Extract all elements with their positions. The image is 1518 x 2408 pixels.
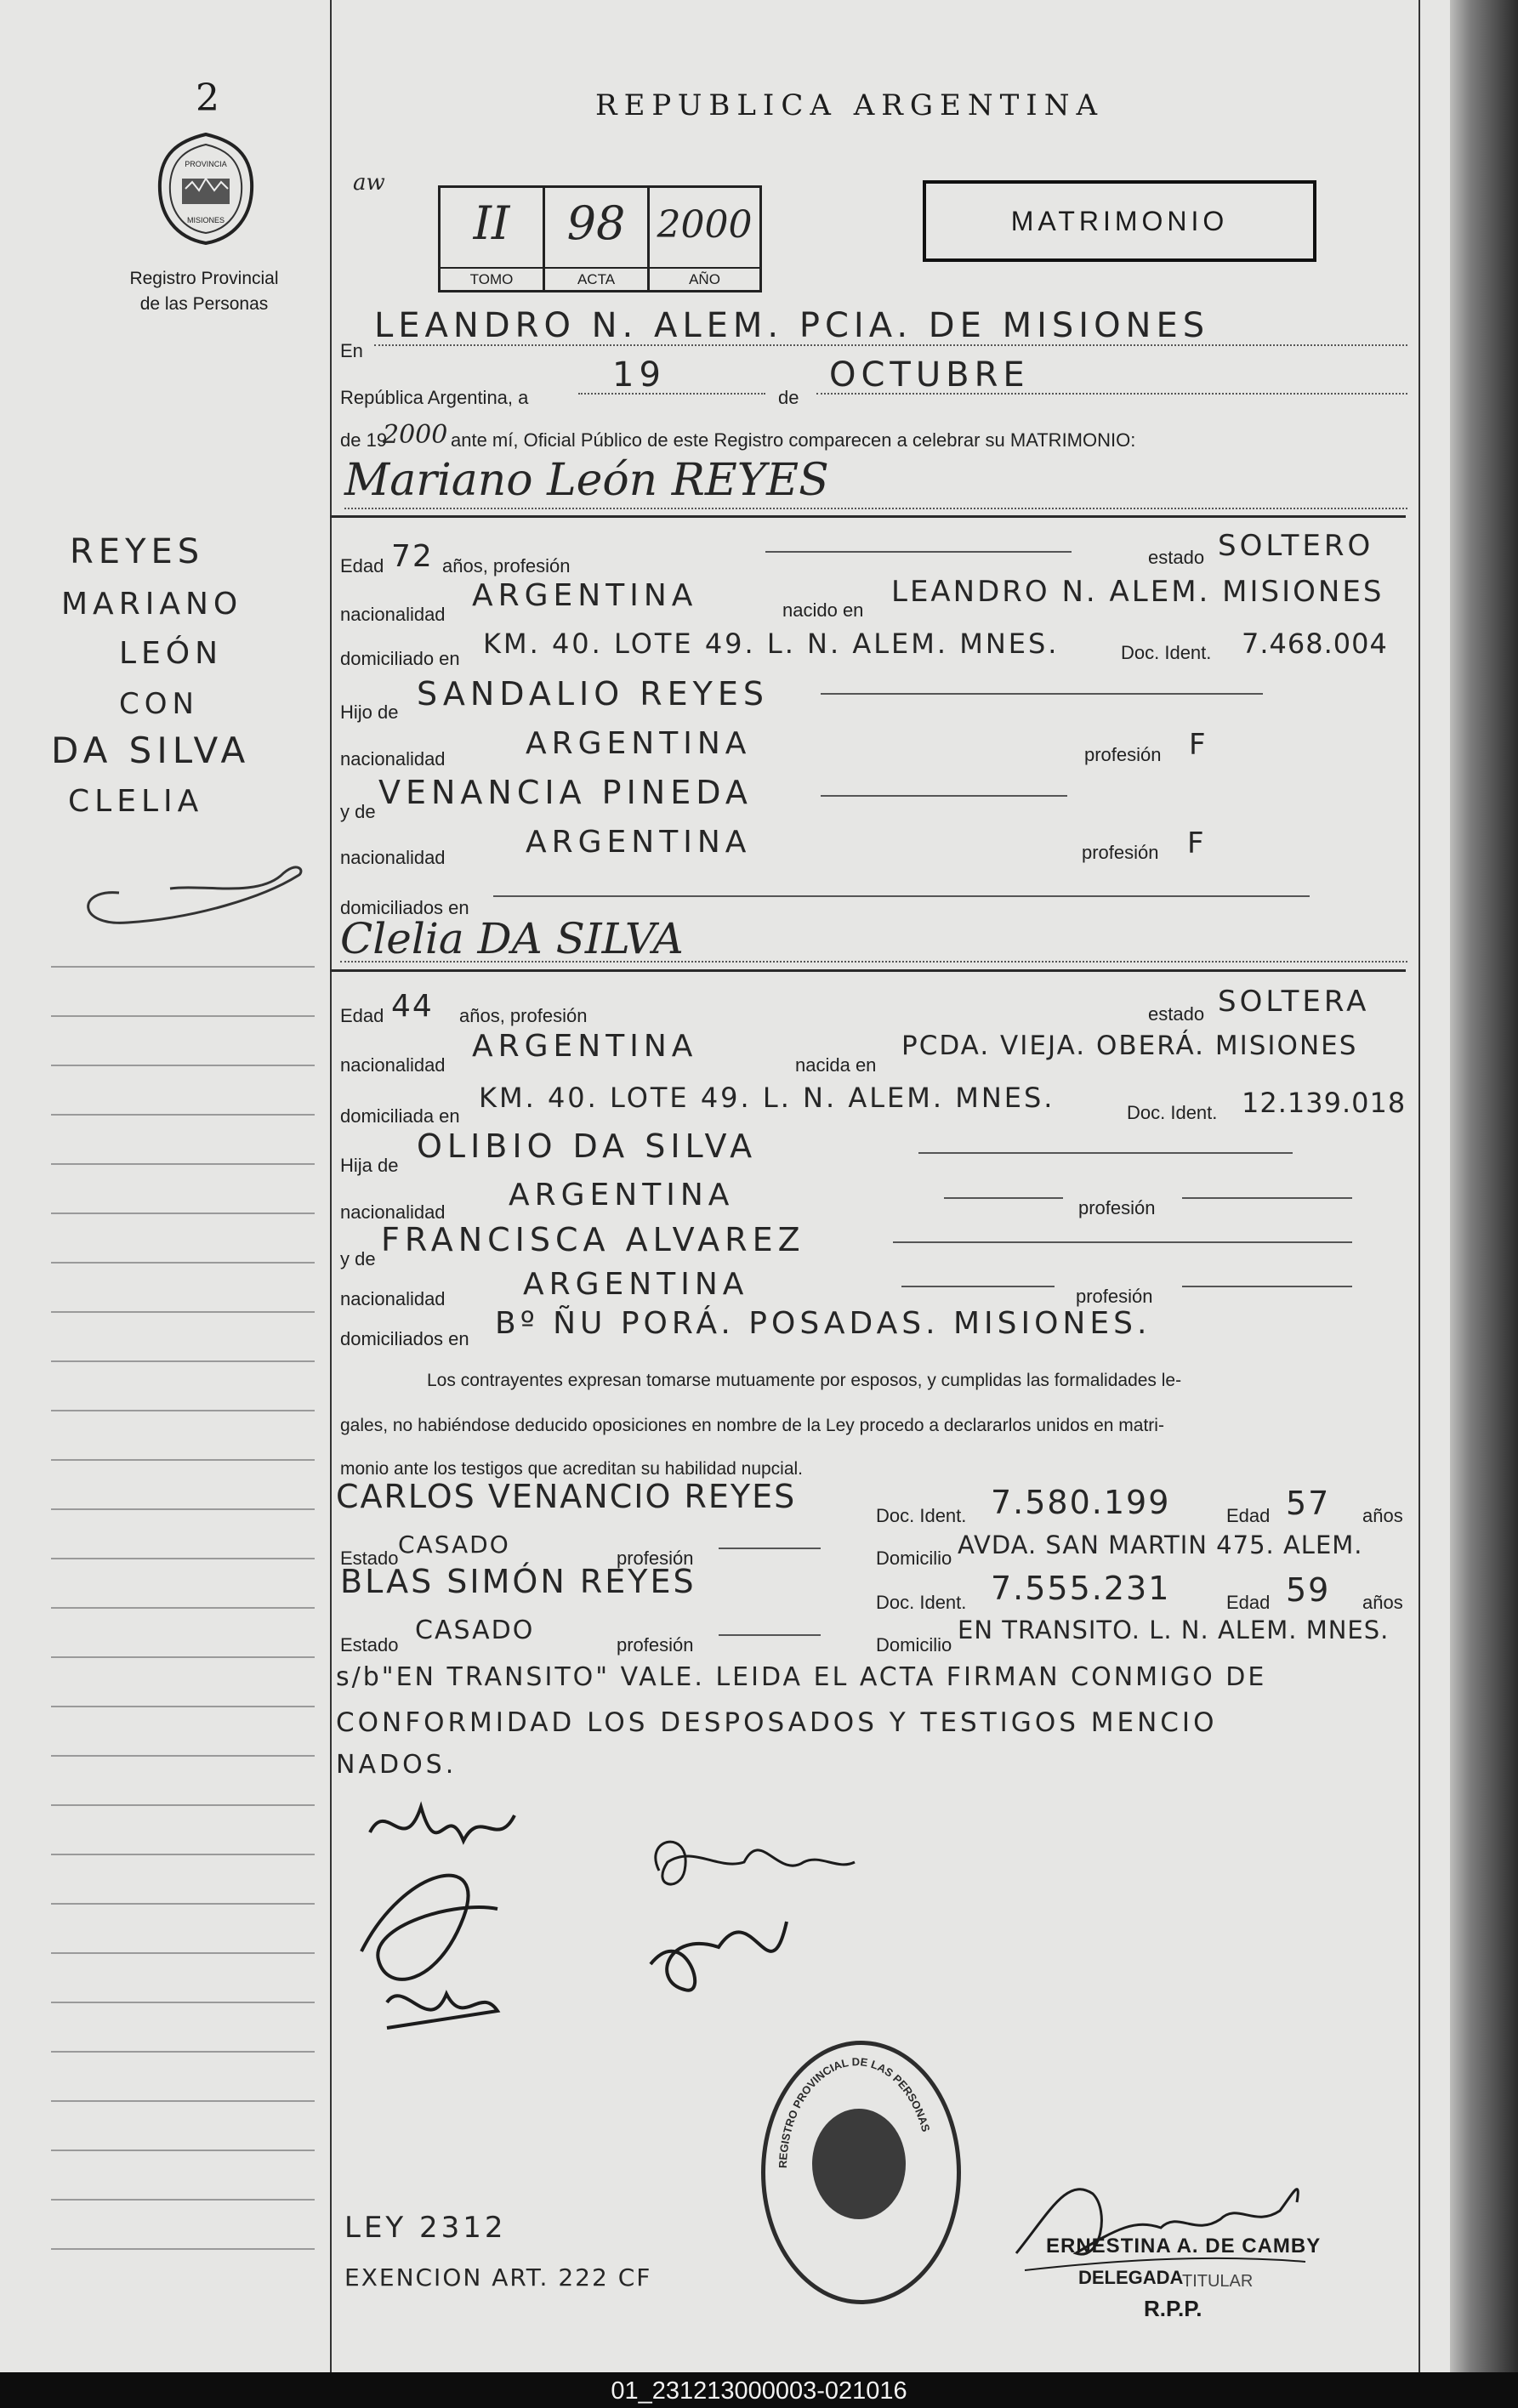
groom-padre-nac-label: nacionalidad	[340, 748, 446, 770]
witness2-anos-label: años	[1362, 1592, 1403, 1613]
intro-statement: ante mí, Oficial Público de este Registro comparecen a celebrar su MATRIMONIO:	[451, 429, 1136, 451]
groom-padre-prof: F	[1189, 728, 1211, 762]
declaration-line3: monio ante los testigos que acreditan su habilidad nupcial.	[340, 1459, 804, 1479]
record-index-box	[438, 185, 762, 292]
bride-doc: 12.139.018	[1242, 1087, 1407, 1119]
groom-profesion-label: años, profesión	[442, 555, 571, 576]
witness1-domicilio: AVDA. SAN MARTIN 475. ALEM.	[958, 1531, 1363, 1559]
act-type-box: MATRIMONIO	[923, 180, 1316, 262]
place: LEANDRO N. ALEM. PCIA. DE MISIONES	[374, 306, 1210, 345]
seal-ring-icon	[761, 2041, 952, 2296]
groom-doc: 7.468.004	[1242, 628, 1388, 660]
bride-yde-label: y de	[340, 1248, 376, 1269]
margin-surname: REYES	[70, 532, 205, 571]
svg-text:REGISTRO PROVINCIAL DE LAS PER	[776, 2055, 933, 2168]
right-border	[1419, 0, 1420, 2372]
groom-nacionalidad: ARGENTINA	[472, 578, 698, 613]
official-name: ERNESTINA A. DE CAMBY	[1046, 2235, 1322, 2258]
groom-nac-label: nacionalidad	[340, 604, 446, 625]
witness2-domicilio: EN TRANSITO. L. N. ALEM. MNES.	[958, 1616, 1390, 1644]
groom-nacido-label: nacido en	[782, 599, 864, 621]
bride-domicilio: KM. 40. LOTE 49. L. N. ALEM. MNES.	[479, 1082, 1055, 1114]
witness2-doc: 7.555.231	[991, 1570, 1171, 1607]
republica-label: República Argentina, a	[340, 387, 529, 408]
groom-domiciliados-label: domiciliados en	[340, 897, 469, 918]
note-line2: CONFORMIDAD LOS DESPOSADOS Y TESTIGOS MENCIO	[336, 1707, 1218, 1738]
bride-madre: FRANCISCA ALVAREZ	[381, 1221, 805, 1258]
bride-nac-label: nacionalidad	[340, 1054, 446, 1076]
seal-text-top: PROVINCIA	[185, 160, 227, 168]
witness2-prof-label: profesión	[617, 1634, 694, 1656]
witness1-edad: 57	[1286, 1485, 1331, 1522]
groom-estado: SOLTERO	[1218, 529, 1374, 563]
seal-ring-text: REGISTRO PROVINCIAL DE LAS PERSONAS	[776, 2055, 933, 2169]
groom-edad-label: Edad	[340, 555, 384, 576]
note-line3: NADOS.	[336, 1750, 458, 1780]
bride-edad-label: Edad	[340, 1005, 384, 1026]
groom-doc-label: Doc. Ident.	[1121, 642, 1212, 663]
groom-estado-label: estado	[1148, 547, 1205, 568]
witness1-doc-label: Doc. Ident.	[876, 1505, 967, 1526]
groom-hijo-label: Hijo de	[340, 701, 399, 723]
tomo-value: II	[473, 196, 510, 250]
groom-yde-label: y de	[340, 801, 376, 822]
day: 19	[612, 355, 666, 395]
margin-ruling	[51, 918, 315, 2279]
official-title2: TITULAR	[1182, 2272, 1254, 2291]
bride-heading-name: Clelia DA SILVA	[340, 914, 684, 963]
en-label: En	[340, 340, 363, 361]
bride-padre: OLIBIO DA SILVA	[417, 1127, 758, 1165]
groom-padre-prof-label: profesión	[1084, 744, 1162, 765]
ley-note: LEY 2312	[344, 2211, 507, 2245]
margin-flourish-icon	[68, 850, 315, 935]
groom-signature-icon	[336, 1781, 557, 2053]
groom-domicilio: KM. 40. LOTE 49. L. N. ALEM. MNES.	[483, 628, 1060, 660]
witness1-dom-label: Domicilio	[876, 1548, 952, 1569]
official-office: R.P.P.	[1144, 2296, 1202, 2321]
witness2-estado-label: Estado	[340, 1634, 399, 1656]
witness1-prof-label: profesión	[617, 1548, 694, 1569]
groom-madre-prof-label: profesión	[1082, 842, 1159, 863]
groom-madre-nac: ARGENTINA	[526, 825, 752, 860]
margin-bride-surname: DA SILVA	[51, 730, 251, 771]
anio-label: AÑO	[650, 267, 759, 288]
bride-madre-prof-label: profesión	[1076, 1286, 1153, 1307]
bride-estado-label: estado	[1148, 1003, 1205, 1025]
margin-bride-firstname: CLELIA	[68, 784, 204, 819]
exencion-note: EXENCION ART. 222 CF	[344, 2263, 652, 2292]
groom-madre: VENANCIA PINEDA	[378, 774, 753, 811]
groom-padre-nac: ARGENTINA	[526, 726, 752, 761]
bride-estado: SOLTERA	[1218, 985, 1370, 1019]
month: OCTUBRE	[829, 355, 1030, 395]
bride-domiciliados-label: domiciliados en	[340, 1328, 469, 1349]
bride-profesion-label: años, profesión	[459, 1005, 588, 1026]
bride-section-divider	[330, 969, 1406, 972]
de-label: de	[778, 387, 799, 408]
witness2-edad-label: Edad	[1226, 1592, 1271, 1613]
groom-madre-prof: F	[1187, 826, 1209, 860]
witness2-name: BLAS SIMÓN REYES	[340, 1563, 696, 1600]
scan-id: 01_231213000003-021016	[611, 2377, 907, 2405]
margin-middlename: LEÓN	[119, 636, 224, 671]
witness2-dom-label: Domicilio	[876, 1634, 952, 1656]
groom-section-divider	[330, 515, 1406, 518]
witness1-edad-label: Edad	[1226, 1505, 1271, 1526]
acta-value: 98	[566, 196, 626, 250]
bride-madre-nac-label: nacionalidad	[340, 1288, 446, 1309]
official-title: DELEGADA	[1078, 2267, 1184, 2288]
bride-padre-prof-label: profesión	[1078, 1197, 1156, 1218]
bride-doc-label: Doc. Ident.	[1127, 1102, 1218, 1123]
witness1-estado: CASADO	[398, 1531, 510, 1559]
seal-text-bottom: MISIONES	[186, 216, 225, 224]
de19-label: de 19	[340, 429, 388, 451]
bride-padre-nac: ARGENTINA	[509, 1178, 735, 1213]
bride-signature-icon	[634, 1811, 872, 2007]
declaration-line2: gales, no habiéndose deducido oposiciones en nombre de la Ley procedo a declararlos unidos en matri-	[340, 1416, 1164, 1435]
bride-nacida: PCDA. VIEJA. OBERÁ. MISIONES	[901, 1031, 1358, 1061]
bride-dom-label: domiciliada en	[340, 1105, 460, 1127]
bride-padre-nac-label: nacionalidad	[340, 1201, 446, 1223]
note-line1: s/b"EN TRANSITO" VALE. LEIDA EL ACTA FIRMAN CONMIGO DE	[336, 1662, 1267, 1692]
margin-con: CON	[119, 687, 199, 721]
year: 2000	[383, 420, 448, 450]
bride-edad: 44	[391, 989, 434, 1024]
provincial-seal-icon	[146, 129, 265, 248]
page-number: 2	[196, 77, 219, 120]
bride-madre-nac: ARGENTINA	[523, 1267, 749, 1302]
registry-name-line2: de las Personas	[139, 294, 269, 314]
bride-domiciliados: Bº ÑU PORÁ. POSADAS. MISIONES.	[495, 1306, 1151, 1341]
bride-hija-label: Hija de	[340, 1155, 399, 1176]
anio-value: 2000	[657, 203, 753, 247]
witness1-doc: 7.580.199	[991, 1484, 1171, 1521]
groom-madre-nac-label: nacionalidad	[340, 847, 446, 868]
groom-heading-name: Mariano León REYES	[344, 455, 829, 506]
margin-divider	[330, 0, 332, 2372]
handwritten-initials: aw	[353, 170, 385, 196]
country-title: REPUBLICA ARGENTINA	[595, 88, 1105, 122]
book-binding	[1450, 0, 1518, 2372]
witness2-doc-label: Doc. Ident.	[876, 1592, 967, 1613]
groom-nacido: LEANDRO N. ALEM. MISIONES	[891, 575, 1384, 609]
witness1-anos-label: años	[1362, 1505, 1403, 1526]
declaration-line1: Los contrayentes expresan tomarse mutuamente por esposos, y cumplidas las formalidades le-	[427, 1371, 1182, 1390]
groom-padre: SANDALIO REYES	[417, 675, 769, 713]
margin-firstname: MARIANO	[61, 587, 243, 622]
registry-name-line1: Registro Provincial	[129, 269, 279, 288]
witness1-estado-label: Estado	[340, 1548, 399, 1569]
bride-nacida-label: nacida en	[795, 1054, 877, 1076]
groom-edad: 72	[391, 539, 434, 574]
witness2-estado: CASADO	[415, 1616, 535, 1645]
tomo-label: TOMO	[441, 267, 543, 288]
witness2-edad: 59	[1286, 1571, 1331, 1609]
bride-nacionalidad: ARGENTINA	[472, 1029, 698, 1064]
witness1-name: CARLOS VENANCIO REYES	[336, 1478, 797, 1515]
groom-dom-label: domiciliado en	[340, 648, 460, 669]
acta-label: ACTA	[545, 267, 647, 288]
